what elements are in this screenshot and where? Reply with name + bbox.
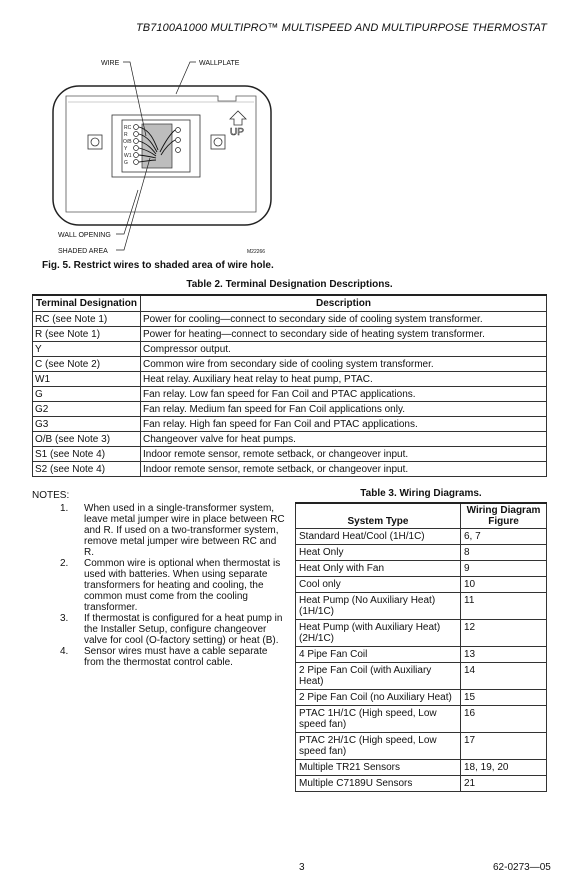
terminal-label: O/B — [123, 139, 132, 145]
note-text: If thermostat is configured for a heat pump in the Installer Setup, configure changeover valve for cool (O-factory setting) or heat (B). — [84, 613, 283, 646]
table-cell-value: Indoor remote sensor, remote setback, or changeover input. — [141, 462, 547, 477]
page-number: 3 — [299, 862, 305, 873]
table-cell-value: Fan relay. Medium fan speed for Fan Coil applications only. — [141, 402, 547, 417]
table-row — [33, 447, 547, 462]
terminal-designation-table — [32, 294, 547, 477]
terminal-label: R — [124, 132, 128, 138]
table-cell-key: Multiple C7189U Sensors — [296, 776, 461, 792]
table-cell-value: Fan relay. High fan speed for Fan Coil and PTAC applications. — [141, 417, 547, 432]
table-cell-value: 10 — [461, 577, 547, 593]
table-cell-key: PTAC 2H/1C (High speed, Low speed fan) — [296, 733, 461, 760]
wallplate-label: WALLPLATE — [199, 60, 240, 67]
note-text: Sensor wires must have a cable separate from the thermostat control cable. — [84, 646, 268, 668]
table-cell-value: Power for cooling—connect to secondary side of cooling system transformer. — [141, 312, 547, 327]
column-header: Wiring Diagram Figure — [461, 503, 547, 529]
table-cell-value: 9 — [461, 561, 547, 577]
screw-hole-right — [214, 138, 222, 146]
table-row — [296, 647, 547, 663]
note-number: 2. — [60, 558, 69, 569]
wire-label: WIRE — [101, 60, 120, 67]
table-cell-key: Heat Only — [296, 545, 461, 561]
wiring-diagrams-table — [295, 502, 547, 792]
table-cell-value: Indoor remote sensor, remote setback, or changeover input. — [141, 447, 547, 462]
table-cell-key: S2 (see Note 4) — [33, 462, 141, 477]
figure-caption: Fig. 5. Restrict wires to shaded area of wire hole. — [42, 260, 274, 271]
wallplate-figure — [0, 0, 577, 275]
table-header-row — [296, 503, 547, 529]
table-cell-key: G — [33, 387, 141, 402]
table-cell-value: 14 — [461, 663, 547, 690]
table-cell-key: 2 Pipe Fan Coil (with Auxiliary Heat) — [296, 663, 461, 690]
table-row — [33, 312, 547, 327]
column-header: System Type — [296, 503, 461, 529]
table-row — [296, 593, 547, 620]
table-cell-key: R (see Note 1) — [33, 327, 141, 342]
table-cell-key: Multiple TR21 Sensors — [296, 760, 461, 776]
terminal-label: W1 — [124, 153, 132, 159]
note-item — [32, 558, 287, 613]
column-header: Description — [141, 295, 547, 312]
terminal-label: Y — [124, 146, 128, 152]
notes-section — [32, 490, 287, 668]
table-cell-key: Y — [33, 342, 141, 357]
table-row — [296, 690, 547, 706]
note-item — [32, 503, 287, 558]
table-cell-key: O/B (see Note 3) — [33, 432, 141, 447]
table-cell-key: C (see Note 2) — [33, 357, 141, 372]
table-row — [296, 663, 547, 690]
table-row — [296, 760, 547, 776]
notes-title: NOTES: — [32, 490, 70, 501]
table-row — [33, 387, 547, 402]
table-cell-value: Changeover valve for heat pumps. — [141, 432, 547, 447]
table-cell-value: 8 — [461, 545, 547, 561]
table2-title: Table 2. Terminal Designation Descriptions. — [186, 279, 393, 290]
table-cell-value: Common wire from secondary side of cooling system transformer. — [141, 357, 547, 372]
table-cell-value: 12 — [461, 620, 547, 647]
column-header: Terminal Designation — [33, 295, 141, 312]
table-row — [33, 342, 547, 357]
shaded-area-label: SHADED AREA — [58, 248, 108, 255]
table-cell-value: 16 — [461, 706, 547, 733]
table-cell-value: Fan relay. Low fan speed for Fan Coil and PTAC applications. — [141, 387, 547, 402]
table-header-row — [33, 295, 547, 312]
table-row — [296, 776, 547, 792]
figure-code: M22266 — [247, 249, 266, 255]
table-row — [33, 357, 547, 372]
table-row — [33, 327, 547, 342]
table-row — [296, 577, 547, 593]
note-number: 1. — [60, 503, 69, 514]
table-cell-key: G2 — [33, 402, 141, 417]
note-text: When used in a single-transformer system, leave metal jumper wire in place between RC and R. If used on a two-transformer system, remove metal jumper wire between RC and R. — [84, 503, 285, 558]
table-cell-value: 21 — [461, 776, 547, 792]
table-cell-value: 18, 19, 20 — [461, 760, 547, 776]
table-row — [33, 432, 547, 447]
table-cell-key: W1 — [33, 372, 141, 387]
table-row — [296, 561, 547, 577]
table-row — [33, 462, 547, 477]
table-row — [33, 402, 547, 417]
table-row — [296, 545, 547, 561]
table-row — [296, 529, 547, 545]
table-cell-key: Heat Only with Fan — [296, 561, 461, 577]
table-cell-key: Heat Pump (with Auxiliary Heat) (2H/1C) — [296, 620, 461, 647]
up-label: UP — [230, 127, 244, 138]
document-number: 62-0273—05 — [493, 862, 551, 873]
table-cell-key: Standard Heat/Cool (1H/1C) — [296, 529, 461, 545]
table-cell-key: Cool only — [296, 577, 461, 593]
table-cell-value: Heat relay. Auxiliary heat relay to heat pump, PTAC. — [141, 372, 547, 387]
table-cell-value: 15 — [461, 690, 547, 706]
wall-opening-label: WALL OPENING — [58, 232, 111, 239]
screw-hole-left — [91, 138, 99, 146]
table-cell-key: S1 (see Note 4) — [33, 447, 141, 462]
table3-title: Table 3. Wiring Diagrams. — [360, 488, 482, 499]
notes-list — [32, 503, 287, 668]
table-cell-value: 17 — [461, 733, 547, 760]
table-cell-key: G3 — [33, 417, 141, 432]
table-cell-value: 6, 7 — [461, 529, 547, 545]
table-cell-key: 4 Pipe Fan Coil — [296, 647, 461, 663]
table-cell-key: 2 Pipe Fan Coil (no Auxiliary Heat) — [296, 690, 461, 706]
table-cell-key: PTAC 1H/1C (High speed, Low speed fan) — [296, 706, 461, 733]
table-cell-value: 13 — [461, 647, 547, 663]
table-row — [296, 620, 547, 647]
table-cell-value: Compressor output. — [141, 342, 547, 357]
table-row — [33, 372, 547, 387]
note-text: Common wire is optional when thermostat is used with batteries. When using separate transformers for heating and cooling, the common must come from the cooling transformer. — [84, 558, 281, 613]
note-item — [32, 613, 287, 646]
note-item — [32, 646, 287, 668]
table-row — [296, 706, 547, 733]
terminal-label: RC — [124, 125, 132, 131]
note-number: 4. — [60, 646, 69, 657]
table-row — [296, 733, 547, 760]
table-cell-value: Power for heating—connect to secondary side of heating system transformer. — [141, 327, 547, 342]
table-cell-key: Heat Pump (No Auxiliary Heat) (1H/1C) — [296, 593, 461, 620]
terminal-label: G — [124, 160, 128, 166]
table-row — [33, 417, 547, 432]
document-header: TB7100A1000 MULTIPRO™ MULTISPEED AND MULTIPURPOSE THERMOSTAT — [135, 22, 547, 34]
table-cell-value: 11 — [461, 593, 547, 620]
table-cell-key: RC (see Note 1) — [33, 312, 141, 327]
note-number: 3. — [60, 613, 69, 624]
